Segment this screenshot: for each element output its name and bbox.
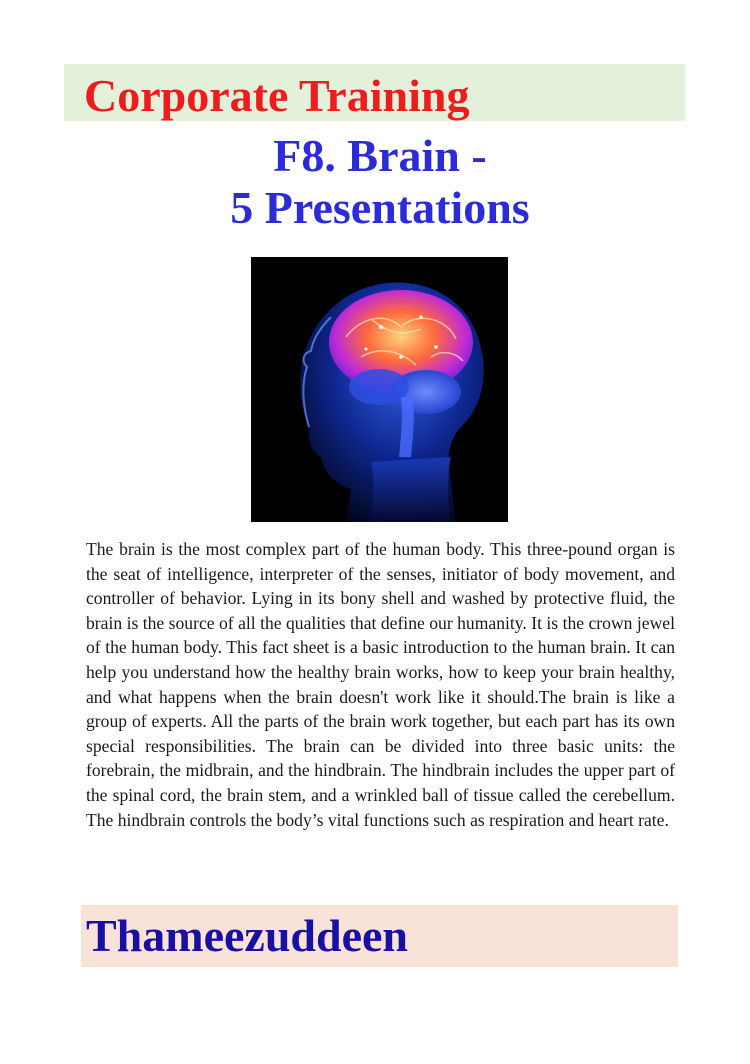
page-title <box>0 130 750 234</box>
header-title: Corporate Training <box>84 70 470 121</box>
brain-illustration-icon <box>251 257 508 522</box>
brain-image <box>251 257 508 522</box>
body-paragraph: The brain is the most complex part of the human body. This three-pound organ is the seat of intelligence, interpreter of the senses, initiator of body movement, and controller of behavior. Lying in its bony shell and washed by protective fluid, the brain is the source of all the qualities that define our humanity. It is the crown jewel of the human body. This fact sheet is a basic introduction to the human brain. It can help you understand how the healthy brain works, how to keep your brain healthy, and what happens when the brain doesn't work like it should.The brain is like a group of experts. All the parts of the brain work together, but each part has its own special responsibilities. The brain can be divided into three basic units: the forebrain, the midbrain, and the hindbrain. The hindbrain includes the upper part of the spinal cord, the brain stem, and a wrinkled ball of tissue called the cerebellum. The hindbrain controls the body’s vital functions such as respiration and heart rate. <box>86 539 675 830</box>
author-name: Thameezuddeen <box>86 910 408 961</box>
page-title-line-1: F8. Brain - <box>273 130 487 181</box>
page-title-line-2: 5 Presentations <box>230 182 530 233</box>
